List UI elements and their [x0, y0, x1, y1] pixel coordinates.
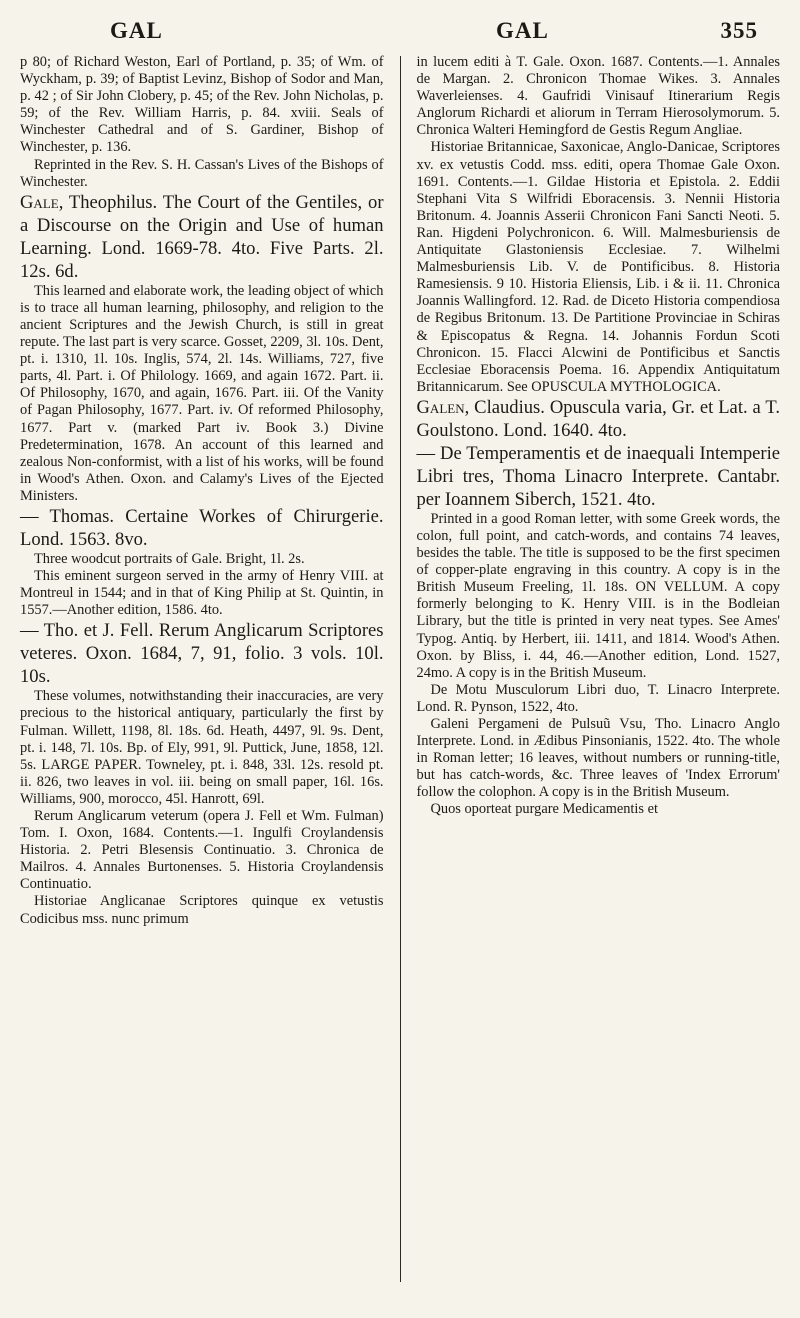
- catalog-entry-heading: [20, 505, 384, 551]
- entry-title: Theophilus. The Court of the Gentiles, or a Discourse on the Origin and Use of human Learning. Lond. 1669-78. 4to. Five Parts. 2l. 12s. 6d.: [20, 191, 384, 282]
- entry-note-paragraph: Historiae Anglicanae Scriptores quinque ex vetustis Codicibus mss. nunc primum: [20, 893, 384, 927]
- entry-note-paragraph: Reprinted in the Rev. S. H. Cassan's Lives of the Bishops of Winchester.: [20, 156, 384, 190]
- entry-note-paragraph: This eminent surgeon served in the army of Henry VIII. at Montreul in 1544; and in that of King Philip at St. Quintin, in 1557.—Another edition, 1586. 4to.: [20, 568, 384, 619]
- catalog-entry-heading: [20, 191, 384, 283]
- entry-note-paragraph: p 80; of Richard Weston, Earl of Portland, p. 35; of Wm. of Wyckham, p. 39; of Baptist Levinz, Bishop of Sodor and Man, p. 42 ; of Sir John Clobery, p. 45; of the Rev. John Nicholas, p. 59; of the Rev. William Harris, p. 84. xviii. Seals of Winchester Cathedral and of S. Gardiner, Bishop of Winchester, p. 136.: [20, 54, 384, 156]
- entry-note-paragraph: Three woodcut portraits of Gale. Bright, 1l. 2s.: [34, 550, 305, 567]
- catalog-entry-heading: [20, 619, 384, 688]
- entry-note-paragraph: Galeni Pergameni de Pulsuũ Vsu, Tho. Linacro Anglo Interprete. Lond. in Ædibus Pinsonianis, 1522. 4to. The whole in Roman letter; 16 leaves, without numbers or running-title, but has catch-words, &c. Three leaves of 'Index Errorum' follow the colophon. A copy is in the British Museum.: [416, 716, 781, 801]
- entry-note-paragraph: in lucem editi à T. Gale. Oxon. 1687. Contents.—1. Annales de Margan. 2. Chronicon Thomae Wikes. 3. Annales Waverleienses. 4. Gaufridi Vinisauf Itinerarium Regis Anglorum Richardi et aliorum in Terram Hierosolymorum. 5. Chronica Walteri Hemingford de Gestis Regum Angliae.: [416, 54, 781, 139]
- entry-note-paragraph: This learned and elaborate work, the leading object of which is to trace all human learning, philosophy, and religion to the ancient Scriptures and the Jewish Church, is still in great repute. The last part is very scarce. Gosset, 2209, 3l. 10s. Dent, pt. i. 1310, 1l. 10s. Inglis, 574, 2l. 14s. Williams, 727, five parts, 4l. Part. i. Of Philology. 1669, and again 1672. Part. ii. Of Philosophy, 1670, and again, 1676. Part. iii. Of the Vanity of Pagan Philosophy, 1677. Part. iv. Of reformed Philosophy, 1677. Part v. (marked Part iv. Book 3.) Divine Predetermination, 1678. An account of this learned and zealous Non-conformist, with a list of his works, will be found in Wood's Athen. Oxon. and Calamy's Lives of the Ejected Ministers.: [20, 282, 384, 504]
- entry-note-paragraph: Rerum Anglicarum veterum (opera J. Fell et Wm. Fulman) Tom. I. Oxon, 1684. Contents.—1. Ingulfi Croylandensis Historia. 2. Petri Blesensis Continuatio. 3. Chronica de Mailros. 4. Annales Burtonenses. 5. Historia Croylandensis Continuatio.: [20, 808, 384, 893]
- two-column-body: [20, 54, 780, 1282]
- left-column: [20, 54, 384, 1282]
- entry-headword: Gale,: [20, 191, 64, 213]
- header-left-word: GAL: [110, 18, 163, 43]
- column-divider: [400, 56, 401, 1282]
- entry-note-paragraph: Historiae Britannicae, Saxonicae, Anglo-Danicae, Scriptores xv. ex vetustis Codd. mss. editi, opera Thomae Gale Oxon. 1691. Contents.—1. Gildae Historia et Epistola. 2. Eddii Stephani Vita S Wilfridi Eboracensis. 3. Nennii Historia Britonum. 4. Joannis Asserii Chronicon Fani Sancti Neoti. 5. Ran. Higdeni Polychronicon. 6. Will. Malmesburiensis de Antiquitate Glastoniensis Ecclesiae. 7. Wilhelmi Malmesburiensis Lib. V. de Pontificibus. 8. Historia Ramesiensis. 9 10. Historia Eliensis, Lib. i & ii. 11. Chronica Joannis Wallingford. 12. Rad. de Diceto Historia compendiosa de Regibus Britonum. 13. De Partitione Provinciae in Schiras & Episcopatus & Regna. 14. Johannis Fordun Scoti Chronicon. 15. Flacci Alcwini de Pontificibus et Sanctis Ecclesiae Eboracensis Poema. 16. Appendix Antiquitatum Britannicarum. See OPUSCULA MYTHOLOGICA.: [416, 139, 781, 395]
- entry-note-paragraph: Printed in a good Roman letter, with some Greek words, the colon, full point, and catch-words, and contains 74 leaves, besides the table. The title is supposed to be the first specimen of copper-plate engraving in this country. A copy is in the British Museum Freeling, 1l. 18s. ON VELLUM. A copy formerly belonging to K. Henry VIII. is in the Bodleian Library, but the title is printed in very neat types. See Ames' Typog. Antiq. by Herbert, iii. 1411, and 1814. Wood's Athen. Oxon. by Bliss, i. 44, 46.—Another edition, Lond. 1527, 24mo. A copy is in the British Museum.: [416, 510, 781, 681]
- catalog-entry-heading: [417, 396, 781, 442]
- entry-title: Claudius. Opuscula varia, Gr. et Lat. a T. Goulstono. Lond. 1640. 4to.: [416, 396, 781, 441]
- running-header: [20, 12, 780, 54]
- entry-note-paragraph: These volumes, notwithstanding their inaccuracies, are very precious to the historical antiquary, particularly the first by Fulman. Willett, 1198, 8l. 18s. 6d. Heath, 4497, 9l. 9s. Dent, pt. i. 148, 7l. 10s. Bp. of Ely, 991, 9l. Puttick, June, 1858, 12l. 5s. LARGE PAPER. Towneley, pt. i. 848, 33l. 12s. resold pt. ii. 826, two leaves in vol. iii. being on small paper, 16l. 16s. Williams, 900, morocco, 45l. Hanrott, 69l.: [20, 688, 384, 807]
- entry-headword: Galen,: [416, 396, 470, 418]
- entry-note-paragraph: Quos oporteat purgare Medicamentis et: [430, 801, 659, 818]
- entry-title: — De Temperamentis et de inaequali Intemperie Libri tres, Thoma Linacro Interprete. Cantabr. per Ioannem Siberch, 1521. 4to.: [416, 442, 781, 510]
- page-number: 355: [720, 18, 758, 43]
- entry-note-paragraph: De Motu Musculorum Libri duo, T. Linacro Interprete. Lond. R. Pynson, 1522, 4to.: [416, 681, 781, 715]
- entry-title: — Tho. et J. Fell. Rerum Anglicarum Scriptores veteres. Oxon. 1684, 7, 91, folio. 3 vols. 10l. 10s.: [20, 620, 384, 688]
- entry-title: — Thomas. Certaine Workes of Chirurgerie. Lond. 1563. 8vo.: [20, 505, 384, 550]
- header-right-word: GAL: [496, 18, 549, 43]
- catalog-entry-heading: [417, 442, 781, 511]
- right-column: [417, 54, 781, 1282]
